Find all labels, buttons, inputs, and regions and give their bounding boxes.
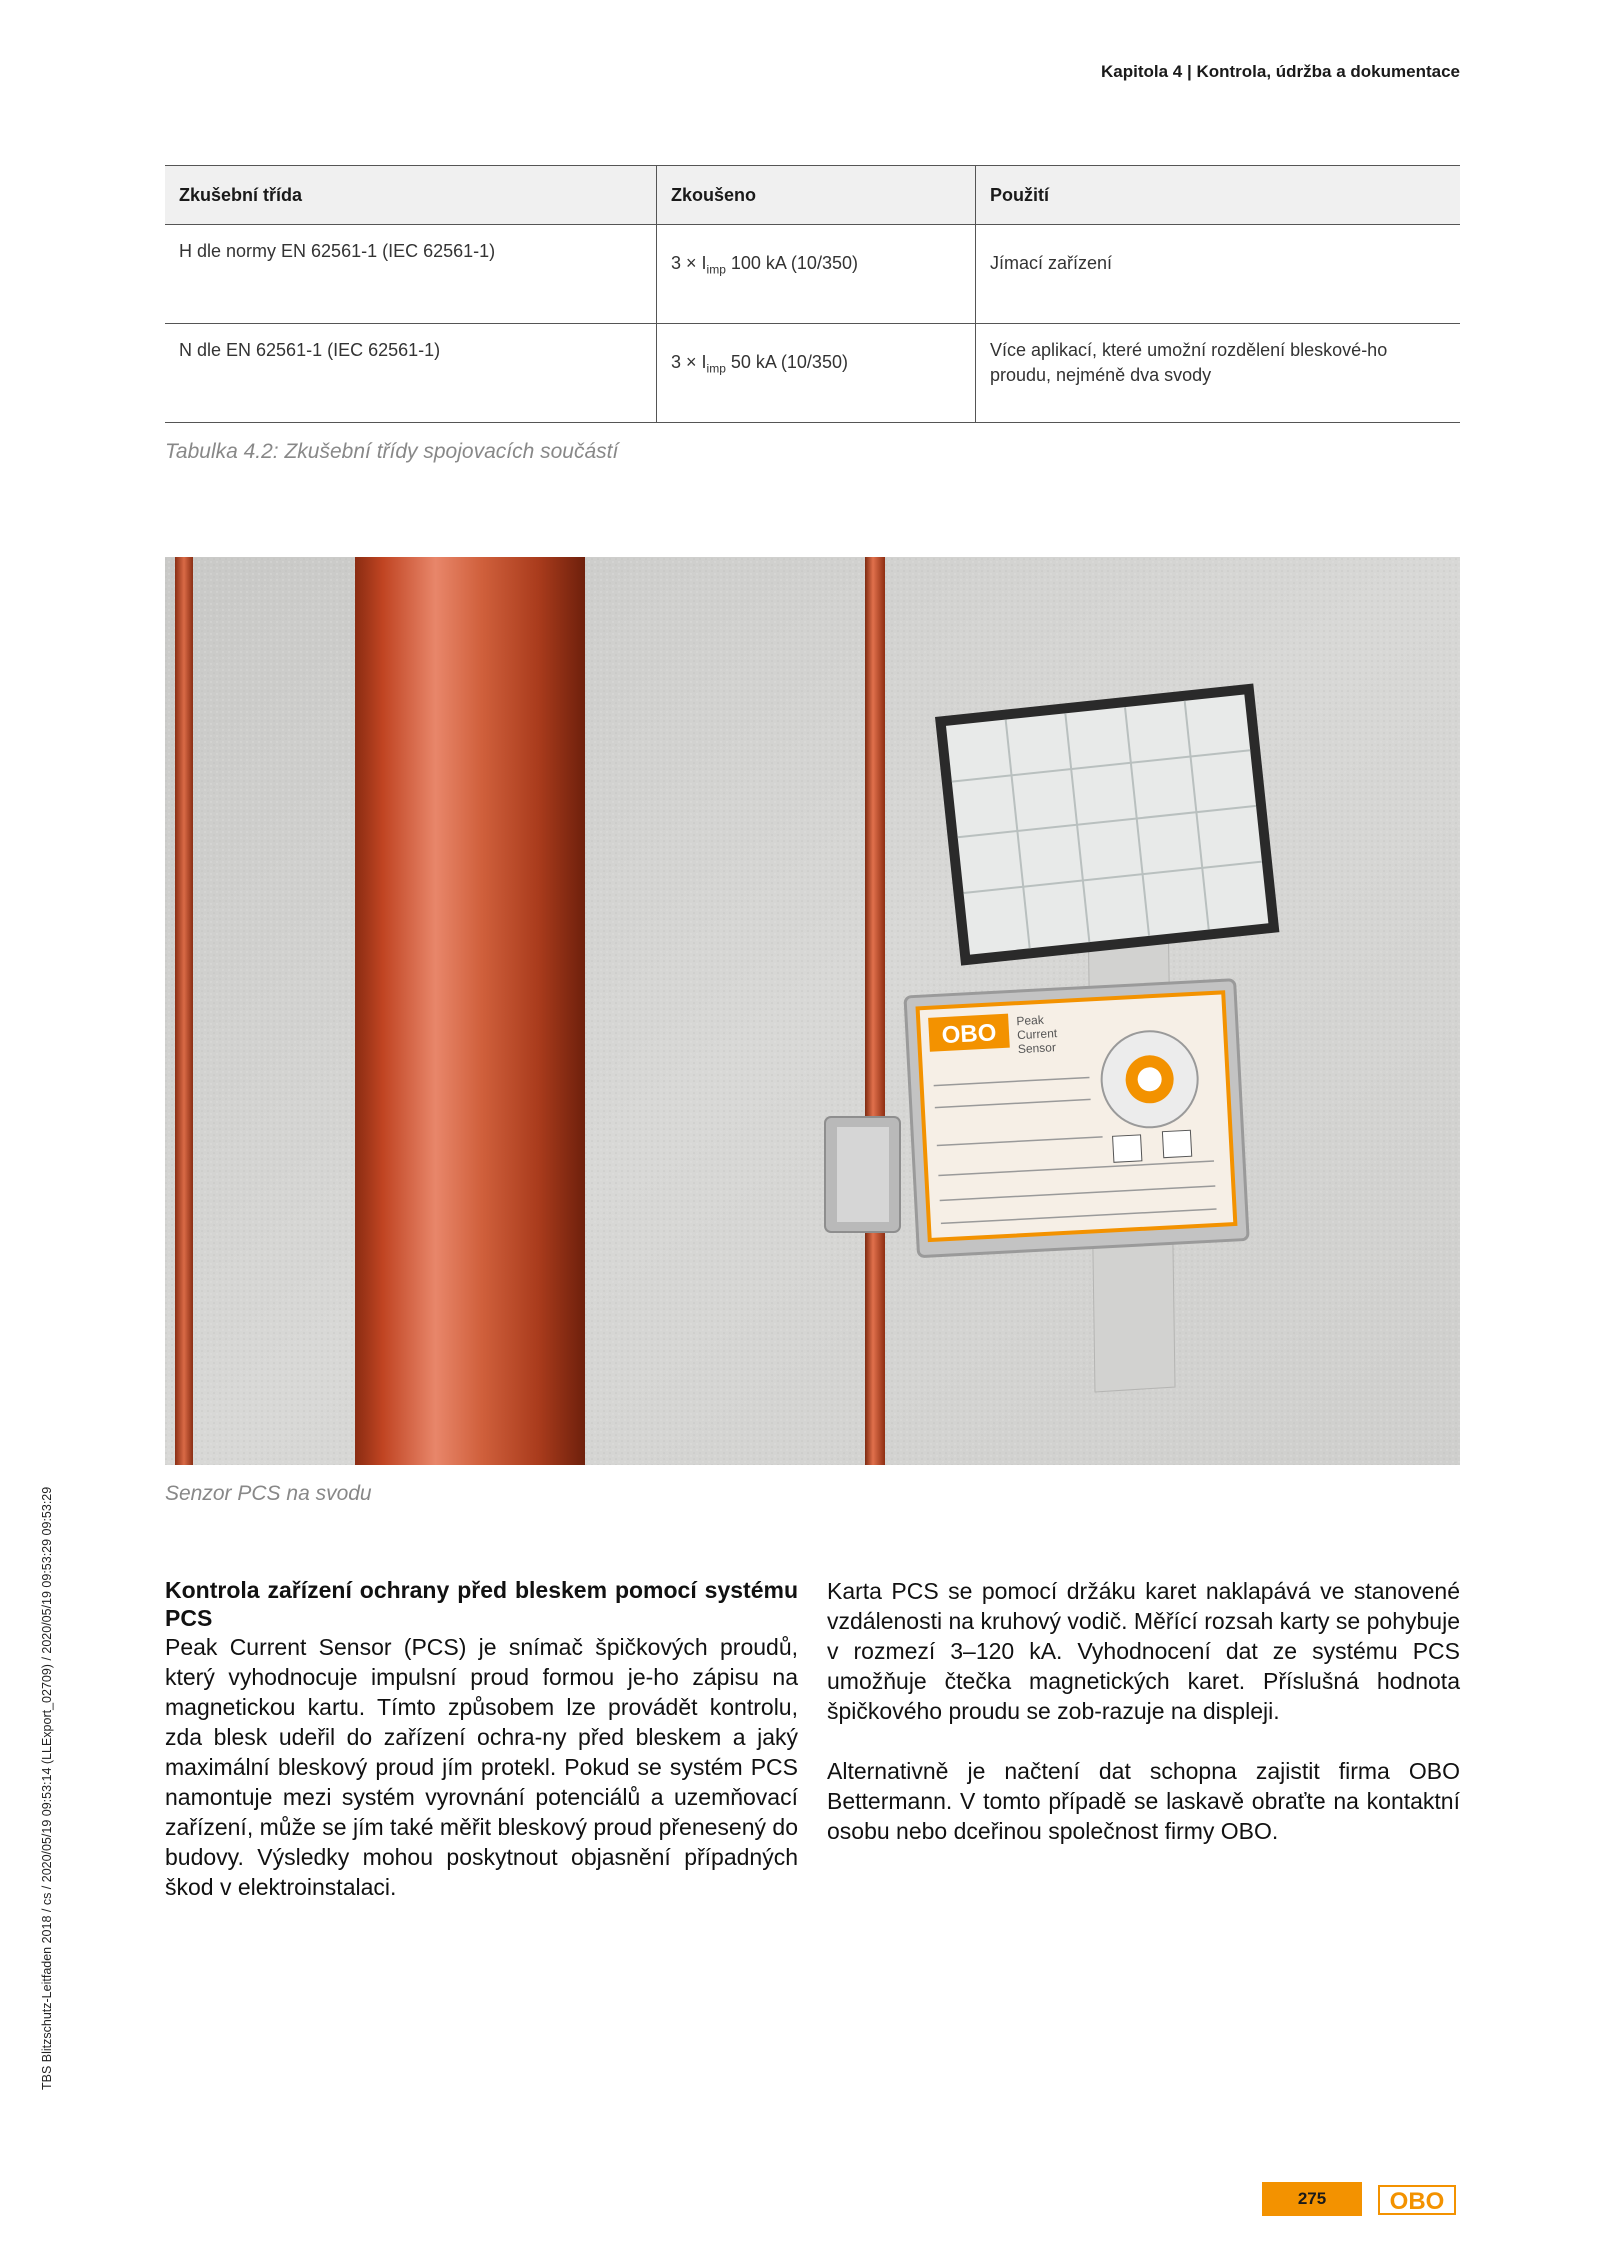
card-title-line: Sensor — [1017, 1040, 1057, 1057]
logo-text: OBO — [1389, 2188, 1445, 2215]
card-title-line: Peak — [1016, 1012, 1045, 1029]
table-row — [165, 225, 1460, 324]
pcs-illustration — [165, 557, 1460, 1465]
right-column — [827, 1576, 1460, 1846]
figure-caption: Senzor PCS na svodu — [165, 1482, 372, 1505]
table-header-row — [165, 166, 1460, 225]
tested-suffix: 50 kA (10/350) — [725, 352, 848, 372]
table-row — [165, 324, 1460, 423]
tested-prefix: 3 × I — [671, 352, 707, 372]
section-heading: Kontrola zařízení ochrany před bleskem pomocí systému PCS — [165, 1577, 798, 1631]
left-paragraph: Peak Current Sensor (PCS) je snímač špičkových proudů, který vyhodnocuje impulsní proud formou je-ho zápisu na magnetickou kartu. Tímto způsobem lze provádět kontrolu, zda blesk udeřil do zařízení ochra-ny před bleskem a jaký maximální bleskový proud jím protekl. Pokud se systém PCS namontuje mezi systém vyrovnání potenciálů a uzemňovací zařízení, může se jím také měřit bleskový proud přenesený do budovy. Výsledky mohou poskytnout objasnění případných škod v elektroinstalaci. — [165, 1634, 798, 1900]
column-header: Zkušební třída — [165, 166, 657, 225]
table-caption: Tabulka 4.2: Zkušební třídy spojovacích součástí — [165, 440, 619, 463]
test-classes-table — [165, 165, 1460, 423]
tested-cell — [657, 225, 976, 324]
card-title-line: Current — [1016, 1026, 1058, 1043]
use-cell: Jímací zařízení — [976, 225, 1461, 324]
class-cell: H dle normy EN 62561-1 (IEC 62561-1) — [165, 225, 657, 324]
tested-prefix: 3 × I — [671, 253, 707, 273]
tested-suffix: 100 kA (10/350) — [725, 253, 858, 273]
left-column — [165, 1576, 798, 1902]
tested-cell — [657, 324, 976, 423]
card-brand: OBO — [941, 1019, 998, 1050]
tested-sub: imp — [706, 262, 726, 277]
right-paragraph-1: Karta PCS se pomocí držáku karet naklapává ve stanovené vzdálenosti na kruhový vodič. Měřící rozsah karty se pohybuje v rozmezí 3–120 kA. Vyhodnocení dat ze systému PCS umožňuje čtečka magnetických karet. Příslušná hodnota špičkového proudu se zob-razuje na displeji. — [827, 1578, 1460, 1724]
page-number: 275 — [1262, 2182, 1362, 2216]
obo-logo — [1378, 2185, 1456, 2215]
tested-sub: imp — [706, 361, 726, 376]
class-cell: N dle EN 62561-1 (IEC 62561-1) — [165, 324, 657, 423]
side-note: TBS Blitzschutz-Leitfaden 2018 / cs / 2020/05/19 09:53:14 (LLExport_02709) / 2020/05/19 09:53:29 09:53:29 — [40, 1486, 54, 2090]
use-cell: Více aplikací, které umožní rozdělení bleskové-ho proudu, nejméně dva svody — [976, 324, 1461, 423]
right-paragraph-2: Alternativně je načtení dat schopna zajistit firma OBO Bettermann. V tomto případě se laskavě obraťte na kontaktní osobu nebo dceřinou společnost firmy OBO. — [827, 1758, 1460, 1844]
column-header: Použití — [976, 166, 1461, 225]
chapter-header: Kapitola 4 | Kontrola, údržba a dokumentace — [1101, 62, 1460, 81]
column-header: Zkoušeno — [657, 166, 976, 225]
pcs-sensor-photo — [165, 557, 1460, 1465]
